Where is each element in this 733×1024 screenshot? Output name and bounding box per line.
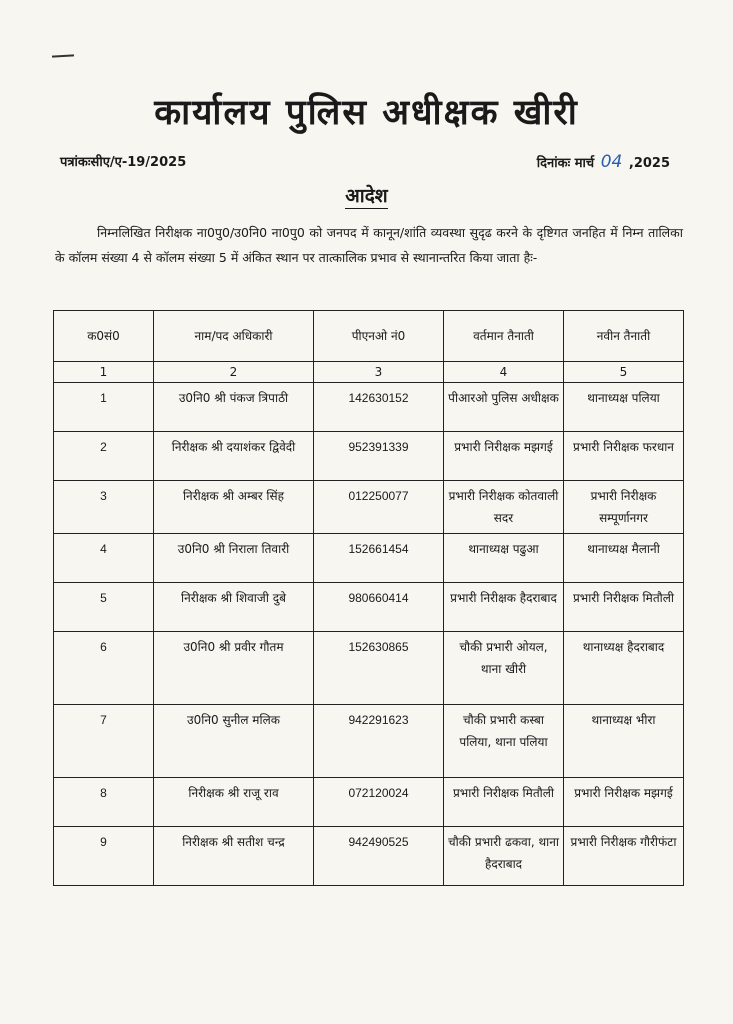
cell-current-posting: चौकी प्रभारी कस्बा पलिया, थाना पलिया bbox=[444, 705, 564, 778]
cell-pno: 072120024 bbox=[314, 778, 444, 827]
cell-current-posting: प्रभारी निरीक्षक हैदराबाद bbox=[444, 583, 564, 632]
cell-name: उ0नि0 श्री पंकज त्रिपाठी bbox=[154, 383, 314, 432]
table-row bbox=[54, 481, 684, 534]
cell-new-posting: प्रभारी निरीक्षक मितौली bbox=[564, 583, 684, 632]
column-number: 3 bbox=[314, 362, 444, 383]
date-year: ,2025 bbox=[628, 156, 670, 171]
cell-name: उ0नि0 श्री निराला तिवारी bbox=[154, 534, 314, 583]
cell-sno: 4 bbox=[54, 534, 154, 583]
cell-new-posting: प्रभारी निरीक्षक मझगई bbox=[564, 778, 684, 827]
cell-sno: 9 bbox=[54, 827, 154, 886]
cell-new-posting: थानाध्यक्ष हैदराबाद bbox=[564, 632, 684, 705]
cell-current-posting: चौकी प्रभारी ढकवा, थाना हैदराबाद bbox=[444, 827, 564, 886]
cell-sno: 6 bbox=[54, 632, 154, 705]
table-row bbox=[54, 778, 684, 827]
cell-pno: 012250077 bbox=[314, 481, 444, 534]
cell-name: उ0नि0 श्री प्रवीर गौतम bbox=[154, 632, 314, 705]
office-title: कार्यालय पुलिस अधीक्षक खीरी bbox=[154, 93, 579, 133]
cell-new-posting: थानाध्यक्ष पलिया bbox=[564, 383, 684, 432]
cell-current-posting: चौकी प्रभारी ओयल, थाना खीरी bbox=[444, 632, 564, 705]
header-sno: क0सं0 bbox=[54, 311, 154, 362]
cell-new-posting: थानाध्यक्ष मैलानी bbox=[564, 534, 684, 583]
cell-name: निरीक्षक श्री राजू राव bbox=[154, 778, 314, 827]
cell-sno: 1 bbox=[54, 383, 154, 432]
cell-pno: 152630865 bbox=[314, 632, 444, 705]
cell-sno: 3 bbox=[54, 481, 154, 534]
cell-name: निरीक्षक श्री सतीश चन्द्र bbox=[154, 827, 314, 886]
cell-pno: 980660414 bbox=[314, 583, 444, 632]
header-new-posting: नवीन तैनाती bbox=[564, 311, 684, 362]
column-number: 4 bbox=[444, 362, 564, 383]
cell-sno: 2 bbox=[54, 432, 154, 481]
cell-name: निरीक्षक श्री शिवाजी दुबे bbox=[154, 583, 314, 632]
cell-pno: 942490525 bbox=[314, 827, 444, 886]
table-row bbox=[54, 383, 684, 432]
cell-new-posting: प्रभारी निरीक्षक गौरीफंटा bbox=[564, 827, 684, 886]
table-row bbox=[54, 534, 684, 583]
cell-pno: 142630152 bbox=[314, 383, 444, 432]
date-day: 04 bbox=[600, 152, 623, 172]
cell-new-posting: थानाध्यक्ष भीरा bbox=[564, 705, 684, 778]
table-header-row bbox=[54, 311, 684, 362]
cell-current-posting: प्रभारी निरीक्षक मझगई bbox=[444, 432, 564, 481]
date-label: दिनांकः मार्च bbox=[536, 156, 595, 171]
table-row bbox=[54, 632, 684, 705]
order-heading: आदेश bbox=[345, 185, 388, 207]
order-body-text: निम्नलिखित निरीक्षक ना0पु0/उ0नि0 ना0पु0 को जनपद में कानून/शांति व्यवस्था सुदृढ करने के दृष्टिगत जनहित में निम्न तालिका के कॉलम संख्या 4 से कॉलम संख्या 5 में अंकित स्थान पर तात्कालिक प्रभाव से स्थानान्तरित किया जाता हैः- bbox=[55, 225, 683, 265]
cell-sno: 7 bbox=[54, 705, 154, 778]
date-block bbox=[537, 152, 670, 172]
table-row bbox=[54, 705, 684, 778]
pen-mark bbox=[52, 54, 74, 57]
cell-sno: 8 bbox=[54, 778, 154, 827]
column-number-row bbox=[54, 362, 684, 383]
cell-name: निरीक्षक श्री दयाशंकर द्विवेदी bbox=[154, 432, 314, 481]
cell-name: निरीक्षक श्री अम्बर सिंह bbox=[154, 481, 314, 534]
column-number: 2 bbox=[154, 362, 314, 383]
cell-name: उ0नि0 सुनील मलिक bbox=[154, 705, 314, 778]
column-number: 1 bbox=[54, 362, 154, 383]
cell-current-posting: पीआरओ पुलिस अधीक्षक bbox=[444, 383, 564, 432]
cell-new-posting: प्रभारी निरीक्षक फरधान bbox=[564, 432, 684, 481]
table-row bbox=[54, 432, 684, 481]
reference-number: पत्रांकःसीए/ए-19/2025 bbox=[60, 155, 187, 170]
column-number: 5 bbox=[564, 362, 684, 383]
cell-pno: 152661454 bbox=[314, 534, 444, 583]
reference-line bbox=[60, 152, 670, 172]
cell-current-posting: थानाध्यक्ष पढुआ bbox=[444, 534, 564, 583]
header-pno: पीएनओ नं0 bbox=[314, 311, 444, 362]
cell-current-posting: प्रभारी निरीक्षक कोतवाली सदर bbox=[444, 481, 564, 534]
cell-new-posting: प्रभारी निरीक्षक सम्पूर्णानगर bbox=[564, 481, 684, 534]
cell-pno: 952391339 bbox=[314, 432, 444, 481]
cell-current-posting: प्रभारी निरीक्षक मितौली bbox=[444, 778, 564, 827]
cell-pno: 942291623 bbox=[314, 705, 444, 778]
cell-sno: 5 bbox=[54, 583, 154, 632]
transfer-table bbox=[53, 310, 684, 886]
table-row bbox=[54, 583, 684, 632]
table-row bbox=[54, 827, 684, 886]
header-current-posting: वर्तमान तैनाती bbox=[444, 311, 564, 362]
header-name: नाम/पद अधिकारी bbox=[154, 311, 314, 362]
